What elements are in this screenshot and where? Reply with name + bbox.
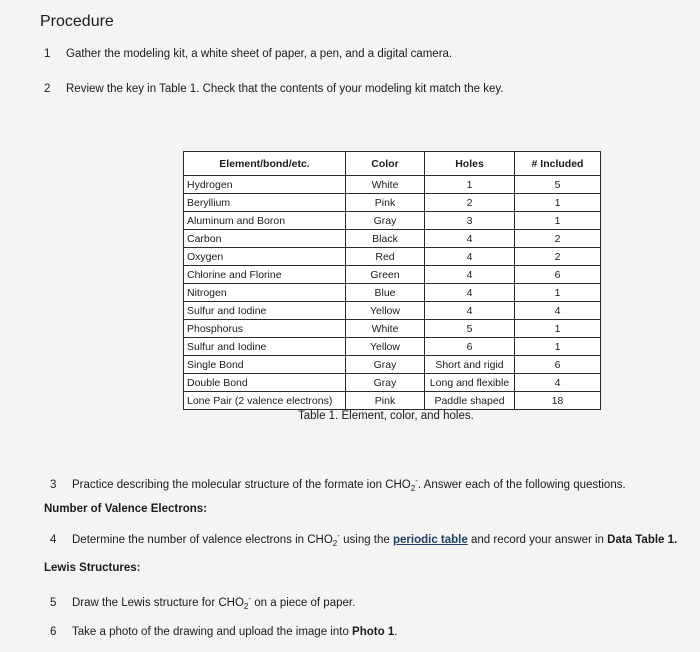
cell-element: Carbon <box>184 230 346 248</box>
cell-element: Chlorine and Florine <box>184 266 346 284</box>
table-header-row <box>184 152 601 176</box>
cell-holes: Short and rigid <box>425 356 515 374</box>
formula-subscript: 2 <box>332 539 338 549</box>
cell-holes: 5 <box>425 320 515 338</box>
cell-color: Yellow <box>346 338 425 356</box>
step-text-end: on a piece of paper. <box>251 596 356 609</box>
cell-element: Double Bond <box>184 374 346 392</box>
cell-color: Gray <box>346 374 425 392</box>
cell-holes: Long and flexible <box>425 374 515 392</box>
cell-included: 18 <box>515 392 601 410</box>
step-4 <box>50 531 677 548</box>
cell-included: 4 <box>515 374 601 392</box>
cell-holes: 6 <box>425 338 515 356</box>
table-row <box>184 284 601 302</box>
cell-element: Sulfur and Iodine <box>184 302 346 320</box>
cell-element: Phosphorus <box>184 320 346 338</box>
cell-included: 1 <box>515 338 601 356</box>
cell-color: White <box>346 176 425 194</box>
step-number: 2 <box>44 83 51 95</box>
formula-subscript: 2 <box>410 484 416 494</box>
table-row <box>184 338 601 356</box>
step-number: 3 <box>50 478 57 491</box>
formula-superscript: - <box>415 476 418 485</box>
step-text: Gather the modeling kit, a white sheet of paper, a pen, and a digital camera. <box>66 48 453 60</box>
step-text: Determine the number of valence electrons in CHO <box>72 533 333 546</box>
cell-included: 1 <box>515 194 601 212</box>
step-text: Take a photo of the drawing and upload the image into <box>72 626 353 638</box>
cell-holes: Paddle shaped <box>425 392 515 410</box>
cell-included: 1 <box>515 212 601 230</box>
cell-color: Blue <box>346 284 425 302</box>
cell-element: Beryllium <box>184 194 346 212</box>
step-number: 4 <box>50 533 57 546</box>
cell-element: Nitrogen <box>184 284 346 302</box>
cell-element: Lone Pair (2 valence electrons) <box>184 392 346 410</box>
cell-holes: 4 <box>425 248 515 266</box>
cell-included: 2 <box>515 230 601 248</box>
cell-color: Gray <box>346 212 425 230</box>
step-text-mid2: and record your answer in <box>467 533 608 546</box>
table-row <box>184 176 601 194</box>
step-2 <box>44 83 503 95</box>
cell-included: 6 <box>515 356 601 374</box>
header-color: Color <box>346 152 425 176</box>
table-row <box>184 302 601 320</box>
cell-holes: 4 <box>425 230 515 248</box>
cell-element: Oxygen <box>184 248 346 266</box>
cell-included: 2 <box>515 248 601 266</box>
cell-color: Yellow <box>346 302 425 320</box>
step-text-end: . <box>394 626 398 638</box>
table-row <box>184 194 601 212</box>
step-3 <box>50 476 626 493</box>
header-element: Element/bond/etc. <box>184 152 346 176</box>
cell-color: Green <box>346 266 425 284</box>
step-5 <box>50 594 355 611</box>
photo-reference: Photo 1 <box>352 626 395 638</box>
table-row <box>184 212 601 230</box>
header-holes: Holes <box>425 152 515 176</box>
step-text-mid: using the <box>339 533 393 546</box>
table-row <box>184 356 601 374</box>
cell-holes: 4 <box>425 302 515 320</box>
table-row <box>184 374 601 392</box>
table-body <box>184 176 601 410</box>
step-text: Review the key in Table 1. Check that the contents of your modeling kit match the key. <box>66 83 504 95</box>
cell-holes: 4 <box>425 266 515 284</box>
cell-included: 6 <box>515 266 601 284</box>
cell-color: Red <box>346 248 425 266</box>
cell-color: White <box>346 320 425 338</box>
table-caption: Table 1. Element, color, and holes. <box>298 410 474 422</box>
table-row <box>184 230 601 248</box>
table-row <box>184 320 601 338</box>
step-text: Draw the Lewis structure for CHO <box>72 596 244 609</box>
cell-holes: 1 <box>425 176 515 194</box>
cell-element: Sulfur and Iodine <box>184 338 346 356</box>
page-title: Procedure <box>40 13 114 30</box>
section-lewis-structures: Lewis Structures: <box>44 562 141 574</box>
step-number: 5 <box>50 596 57 609</box>
cell-holes: 2 <box>425 194 515 212</box>
cell-color: Gray <box>346 356 425 374</box>
cell-holes: 3 <box>425 212 515 230</box>
step-number: 6 <box>50 626 57 638</box>
cell-included: 4 <box>515 302 601 320</box>
cell-color: Pink <box>346 194 425 212</box>
section-valence-electrons: Number of Valence Electrons: <box>44 503 207 515</box>
cell-color: Black <box>346 230 425 248</box>
table-row <box>184 248 601 266</box>
step-number: 1 <box>44 48 51 60</box>
cell-included: 1 <box>515 320 601 338</box>
step-text-end: . Answer each of the following questions. <box>417 478 626 491</box>
key-table <box>183 151 601 410</box>
step-6 <box>50 626 397 638</box>
cell-color: Pink <box>346 392 425 410</box>
cell-element: Single Bond <box>184 356 346 374</box>
step-1 <box>44 48 452 60</box>
cell-element: Aluminum and Boron <box>184 212 346 230</box>
formula-superscript: - <box>337 531 340 540</box>
formula-superscript: - <box>248 594 252 603</box>
table-row <box>184 266 601 284</box>
step-text: Practice describing the molecular structure of the formate ion CHO <box>72 478 411 491</box>
cell-included: 1 <box>515 284 601 302</box>
periodic-table-link[interactable]: periodic table <box>393 533 468 546</box>
table-row <box>184 392 601 410</box>
header-included: # Included <box>515 152 601 176</box>
data-table-reference: Data Table 1. <box>607 533 678 546</box>
cell-element: Hydrogen <box>184 176 346 194</box>
cell-holes: 4 <box>425 284 515 302</box>
cell-included: 5 <box>515 176 601 194</box>
formula-subscript: 2 <box>243 602 249 612</box>
